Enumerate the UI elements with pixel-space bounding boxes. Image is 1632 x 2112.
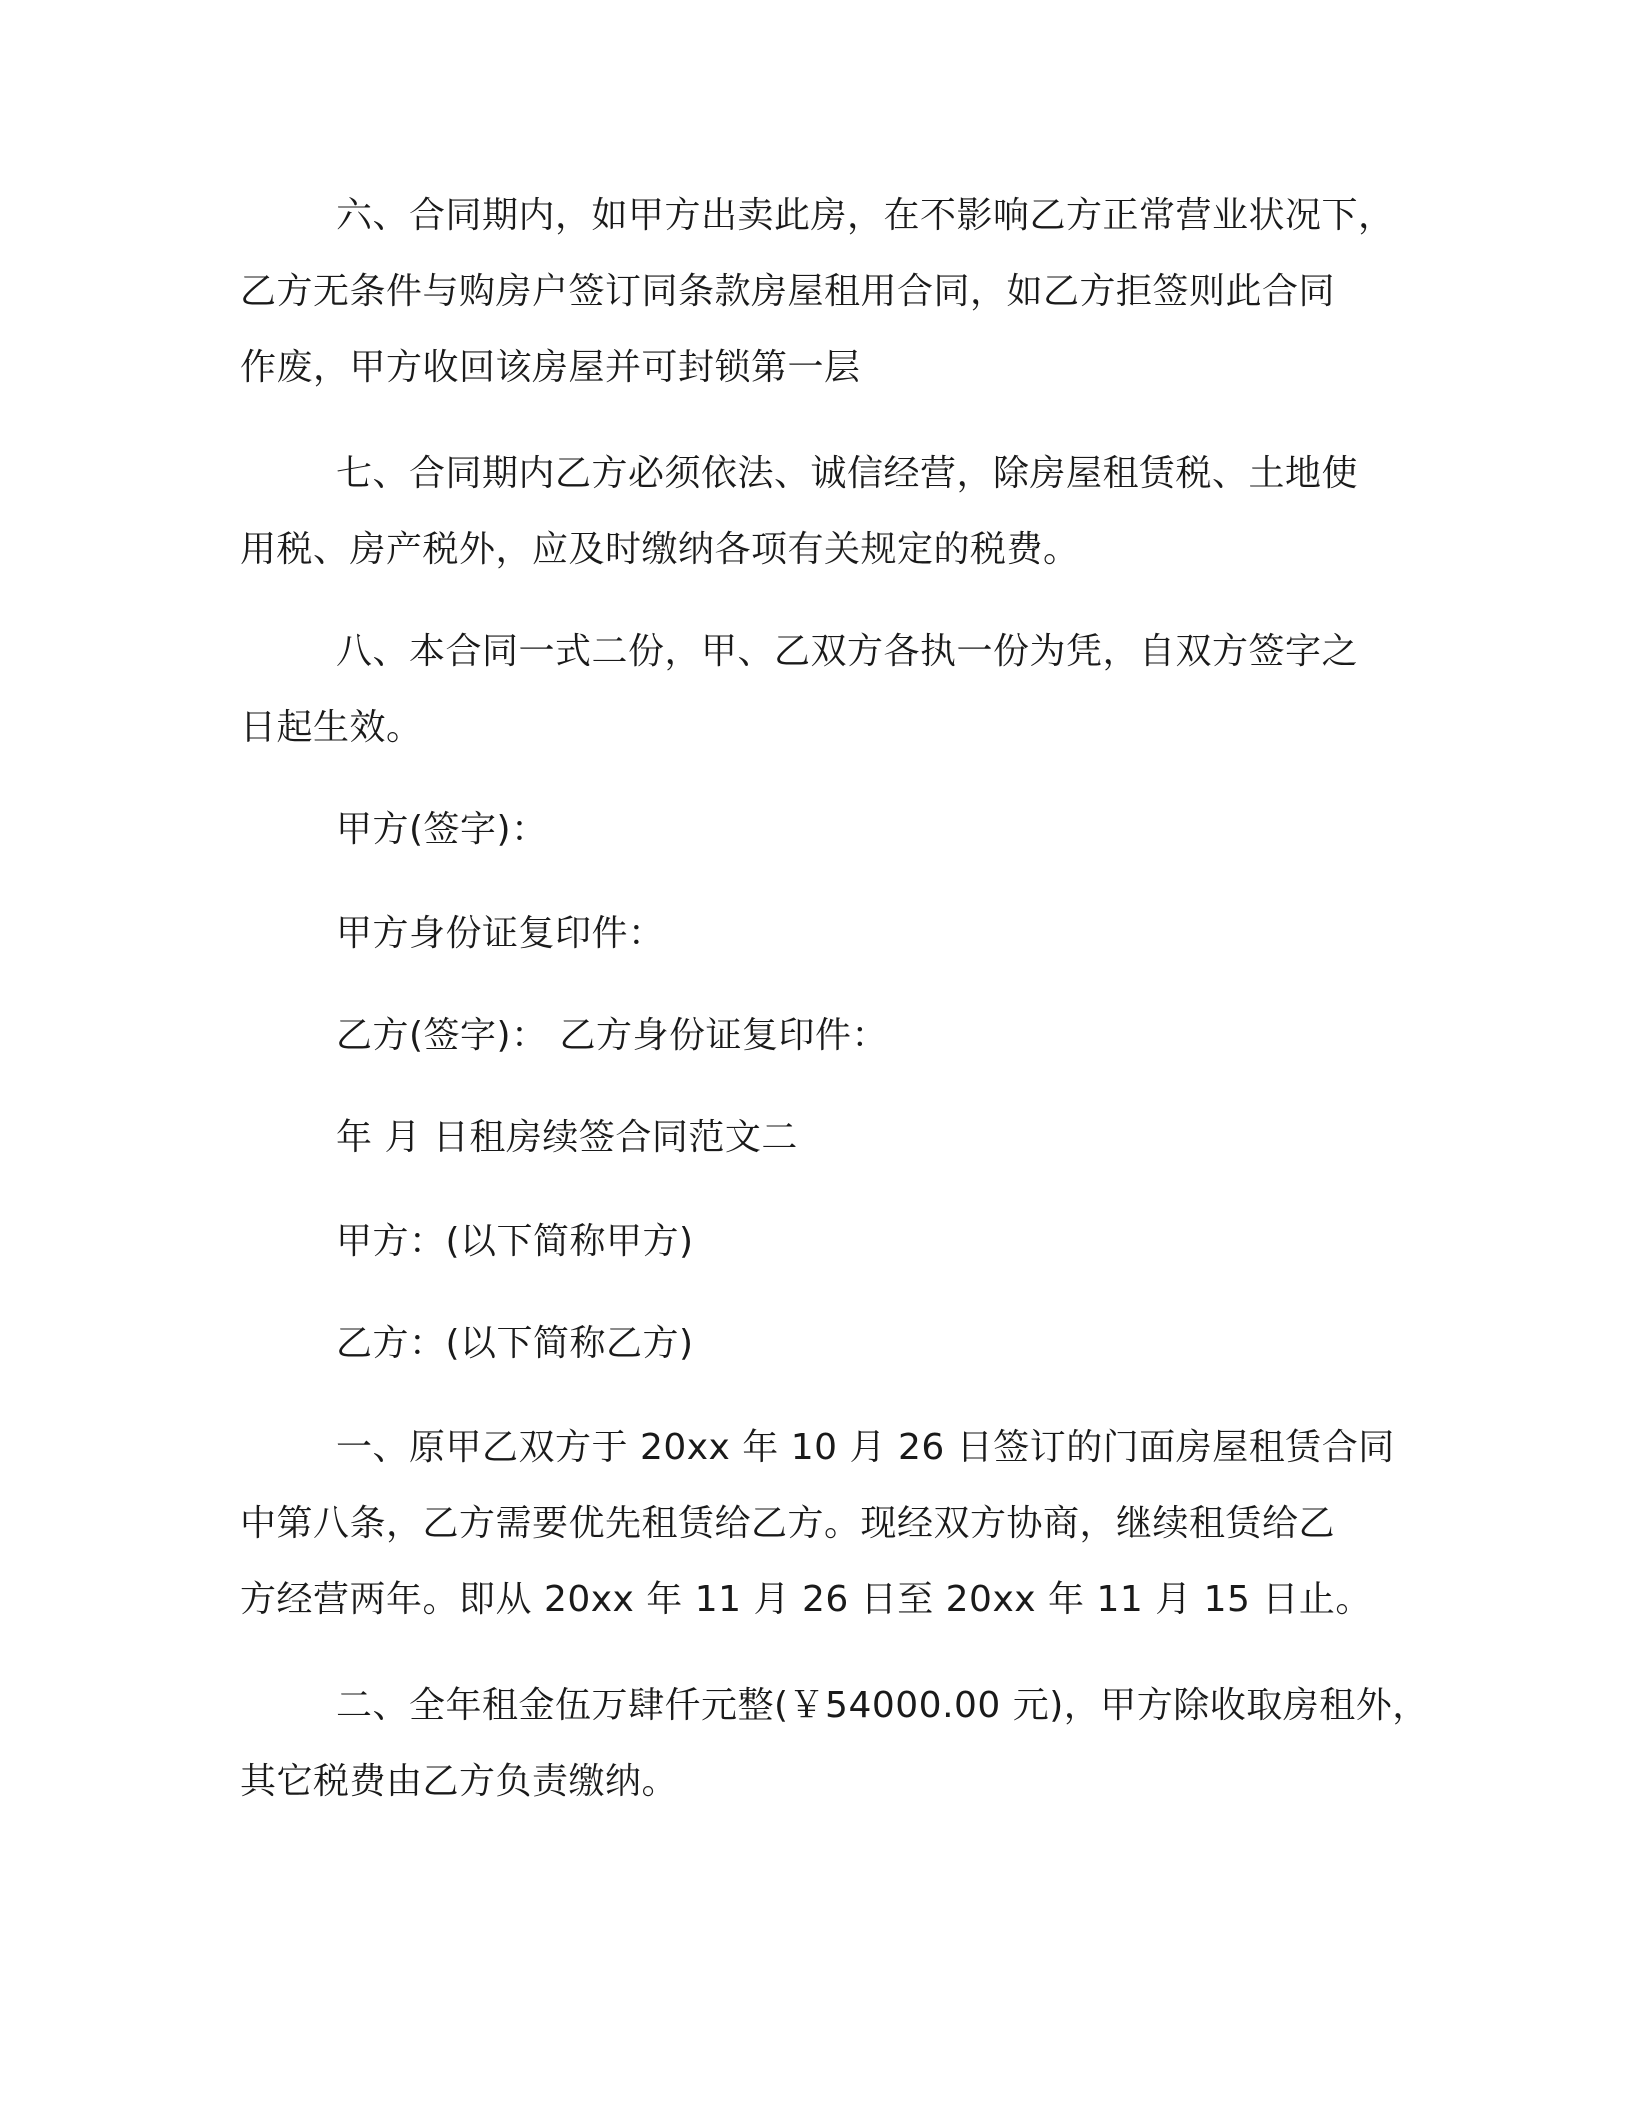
party-b-line: 乙方：(以下简称乙方) (336, 1323, 694, 1364)
renewal-clause-1 (240, 1410, 1412, 1638)
clause-6-line-1: 六、合同期内，如甲方出卖此房，在不影响乙方正常营业状况下， (336, 195, 1395, 236)
clause-7-line-2: 用税、房产税外，应及时缴纳各项有关规定的税费。 (240, 529, 1080, 570)
date-title: 年 月 日租房续签合同范文二 (336, 1117, 798, 1158)
renewal-clause-1-line-2: 中第八条，乙方需要优先租赁给乙方。现经双方协商，继续租赁给乙 (240, 1503, 1336, 1544)
clause-8-line-2: 日起生效。 (240, 707, 423, 748)
clause-6 (240, 178, 1412, 406)
party-b-signature-label: 乙方(签字)： 乙方身份证复印件： (336, 1015, 889, 1056)
party-a-line: 甲方：(以下简称甲方) (336, 1221, 694, 1262)
renewal-clause-1-line-3: 方经营两年。即从 20xx 年 11 月 26 日至 20xx 年 11 月 15 日止。 (240, 1579, 1372, 1620)
clause-8-line-1: 八、本合同一式二份，甲、乙双方各执一份为凭，自双方签字之 (336, 631, 1359, 672)
clause-8 (240, 614, 1412, 766)
clause-7-line-1: 七、合同期内乙方必须依法、诚信经营，除房屋租赁税、土地使 (336, 453, 1359, 494)
renewal-clause-2-line-1: 二、全年租金伍万肆仟元整(￥54000.00 元)，甲方除收取房租外， (336, 1685, 1429, 1726)
clause-6-line-3: 作废，甲方收回该房屋并可封锁第一层 (240, 347, 861, 388)
clause-6-line-2: 乙方无条件与购房户签订同条款房屋租用合同，如乙方拒签则此合同 (240, 271, 1336, 312)
renewal-clause-2-line-2: 其它税费由乙方负责缴纳。 (240, 1761, 679, 1802)
renewal-clause-2 (240, 1668, 1429, 1820)
renewal-clause-1-line-1: 一、原甲乙双方于 20xx 年 10 月 26 日签订的门面房屋租赁合同 (336, 1427, 1395, 1468)
party-a-id-copy-label: 甲方身份证复印件： (336, 913, 665, 954)
party-a-signature-label: 甲方(签字)： (336, 809, 548, 850)
clause-7 (240, 436, 1412, 588)
